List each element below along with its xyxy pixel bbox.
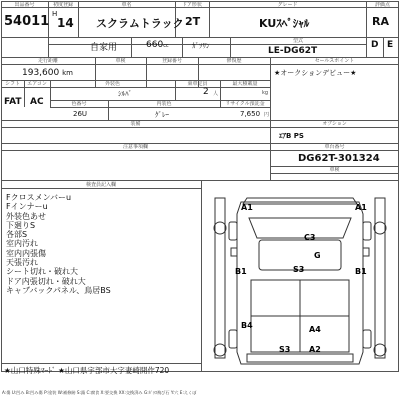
inspection-note: Fクロスメンバーu xyxy=(6,193,72,202)
mark-s3-bottom: S3 xyxy=(279,345,291,354)
car-name: スクラムトラック xyxy=(96,17,184,30)
dealer-footer: ★山口特殊ﾏｰﾄﾞ ★山口県宇部市大字妻崎開作720 xyxy=(4,366,170,375)
divider xyxy=(366,1,367,57)
divider xyxy=(48,1,49,57)
use: 自家用 xyxy=(90,43,118,53)
equipment-header: 装備 xyxy=(130,121,141,127)
ac-label: エアコン xyxy=(27,81,47,87)
divider xyxy=(1,188,201,189)
shift-label: シフト xyxy=(4,81,20,87)
mileage-label: 走行距離 xyxy=(37,58,58,64)
inspection-note: 室内汚れ xyxy=(6,239,38,249)
divider xyxy=(270,173,399,174)
chassis-sub-label: 車検 xyxy=(329,167,340,173)
mark-b1-right: B1 xyxy=(355,267,367,276)
damage-code-legend: A:傷 U:凹み B:凹み傷 P:塗装 W:補修跡 S:錆 C:腐食 X:要交換 XX:交換済み G:ｶﾞﾗｽ飛び石 Y:穴 E:えくぼ xyxy=(2,390,197,395)
mileage: 193,600 km xyxy=(22,68,73,78)
inspection-note: 下廻りS xyxy=(6,220,36,230)
fuel: ｶﾞｿﾘﾝ xyxy=(192,42,210,50)
lot-label: 出品番号 xyxy=(14,2,35,8)
divider xyxy=(131,37,132,57)
recycle-label: リサイクル預託金 xyxy=(225,101,265,107)
lot-number: 54011 xyxy=(4,14,50,29)
year-label: 初度登録 xyxy=(52,2,73,8)
divider xyxy=(270,57,271,127)
divider xyxy=(1,150,399,151)
displacement: 660cc xyxy=(146,40,169,50)
inspection-note: 外装色あせ xyxy=(6,211,46,221)
inspection-note: 各部S xyxy=(6,230,28,240)
grade-label: グレード xyxy=(277,2,298,8)
divider xyxy=(1,87,270,88)
car-name-label: 車名 xyxy=(121,2,132,8)
max-load-unit: kg xyxy=(262,90,269,96)
interior-score: D xyxy=(371,40,379,50)
grade: KUｽﾍﾟｼｬﾙ xyxy=(259,17,310,30)
history-label: 修復歴 xyxy=(226,58,242,64)
mark-g: G xyxy=(314,251,321,260)
divider xyxy=(1,363,201,364)
inspection-note: ドア内張切れ・破れ大 xyxy=(6,276,86,286)
year: 14 xyxy=(57,16,74,30)
color-no-label: 色番号 xyxy=(71,101,87,107)
ac: AC xyxy=(30,97,44,107)
capacity: 2 xyxy=(203,87,209,97)
option-header: オプション xyxy=(322,121,347,127)
inspection-note: 天張汚れ xyxy=(6,258,38,268)
sales-point: ★オークションデビュー★ xyxy=(274,69,357,77)
int-color: ｸﾞﾚｰ xyxy=(155,111,169,119)
registration-label: 登録番号 xyxy=(161,58,182,64)
doors: 2T xyxy=(185,15,201,28)
inspection-note: シート切れ・破れ大 xyxy=(6,267,78,277)
shift: FAT xyxy=(4,97,22,107)
inspection-note: 室内内張傷 xyxy=(6,248,46,258)
mark-a1-left: A1 xyxy=(241,203,253,212)
capacity-unit: 人 xyxy=(213,91,219,97)
score: RA xyxy=(372,15,389,28)
equipment-value: ｴｱB PS xyxy=(279,132,304,140)
recycle: 7,650 xyxy=(240,110,261,118)
score-label: 評価点 xyxy=(374,2,390,8)
truck-damage-diagram xyxy=(201,180,399,372)
model: LE-DG62T xyxy=(268,46,318,56)
divider xyxy=(383,37,384,57)
divider xyxy=(50,107,270,108)
mark-b1-left: B1 xyxy=(235,267,247,276)
color-no: 26U xyxy=(73,110,88,118)
chassis-number: DG62T-301324 xyxy=(298,153,380,164)
exterior-score: E xyxy=(387,40,394,50)
divider xyxy=(1,127,399,128)
max-load-label: 最大積載量 xyxy=(232,81,258,87)
chassis-header: 車台番号 xyxy=(324,144,345,150)
mark-a2: A2 xyxy=(309,345,321,354)
model-label: 型式 xyxy=(292,38,303,44)
capacity-label: 乗車定員 xyxy=(187,81,208,87)
divider xyxy=(182,37,183,57)
inspection-note: Fインナーu xyxy=(6,202,48,212)
era: H xyxy=(52,10,58,18)
ext-color: ｼﾙﾊﾞ xyxy=(118,90,132,98)
mark-a1-right: A1 xyxy=(355,203,367,212)
int-color-label: 内装色 xyxy=(156,101,172,107)
inspection-notes xyxy=(6,193,111,295)
recycle-unit: 円 xyxy=(264,112,270,118)
divider xyxy=(1,64,399,65)
sales-point-label: セールスポイント xyxy=(314,58,355,64)
notes-header: 注意事項欄 xyxy=(122,144,148,150)
inspection-header: 検査員記入欄 xyxy=(85,182,116,188)
mark-b4: B4 xyxy=(241,321,253,330)
mark-c3: C3 xyxy=(304,233,316,242)
doors-label: ドア形状 xyxy=(182,2,202,8)
ext-color-label: 外装色 xyxy=(104,81,120,87)
inspection-label: 車検 xyxy=(115,58,126,64)
mark-s3: S3 xyxy=(293,265,305,274)
inspection-note: キャブバックパネル、鳥居BS xyxy=(6,285,111,295)
mark-a4: A4 xyxy=(309,325,321,334)
